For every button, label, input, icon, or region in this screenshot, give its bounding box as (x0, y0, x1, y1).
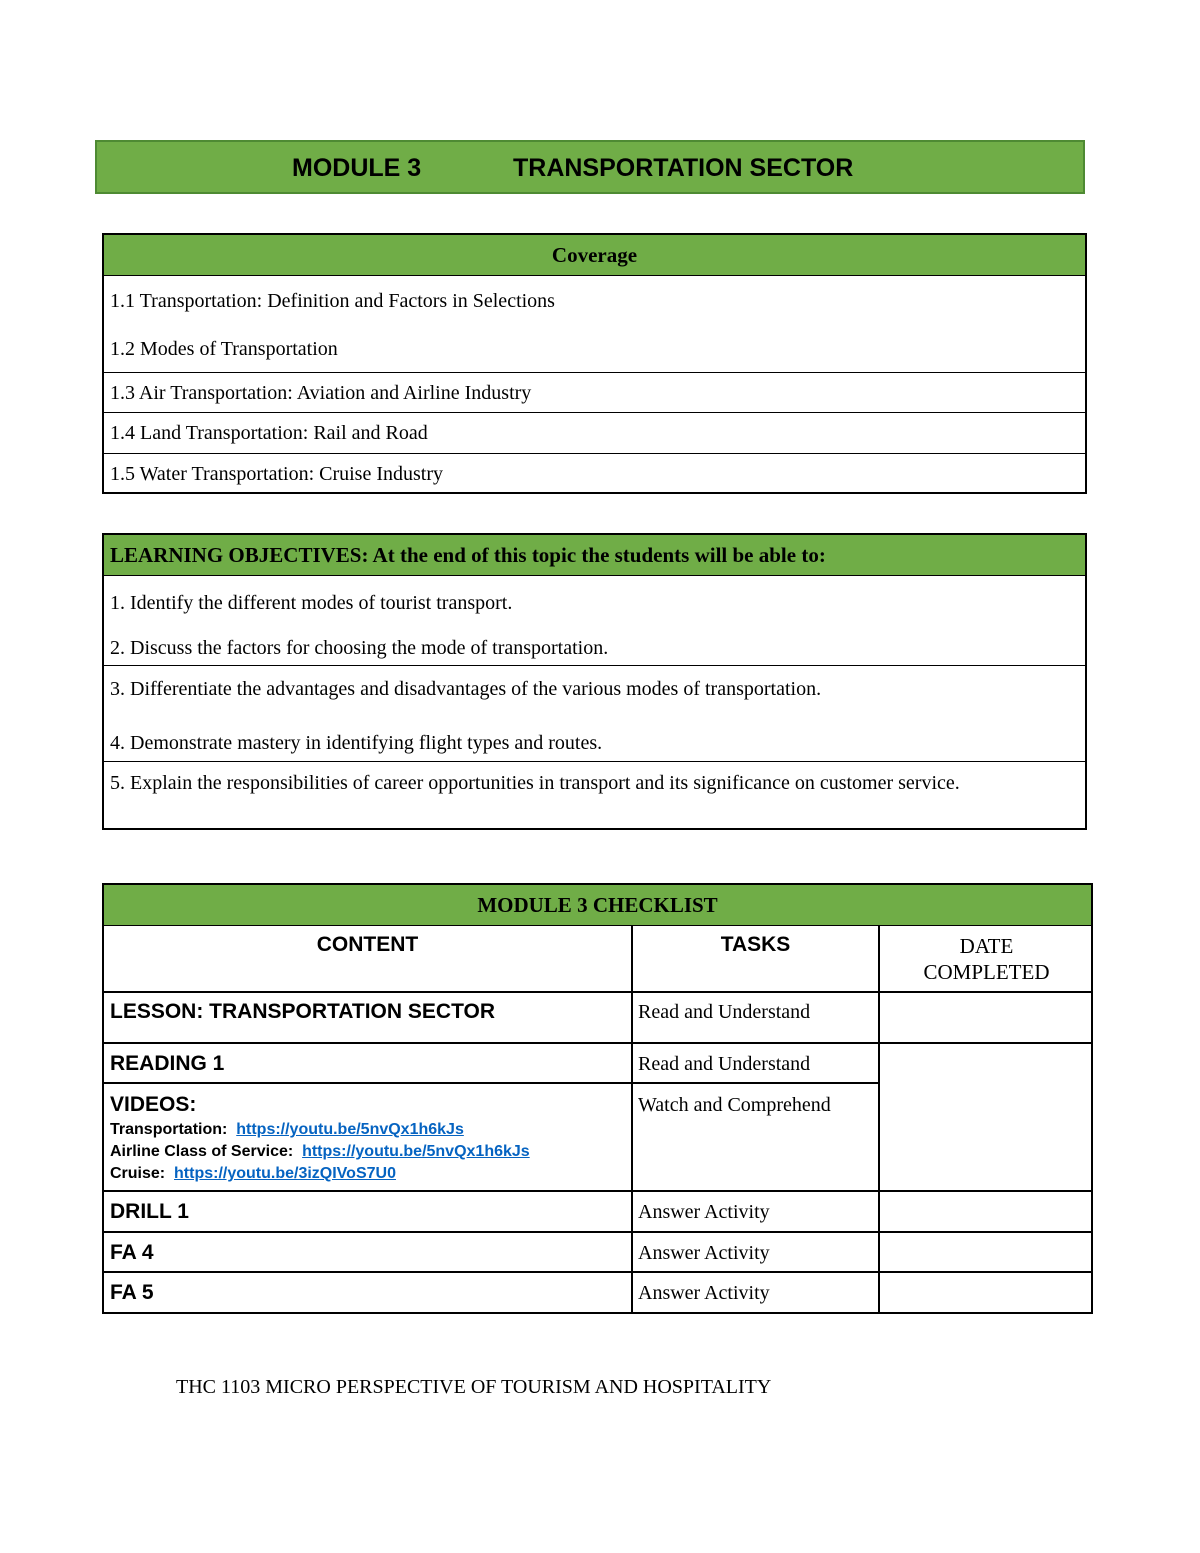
coverage-item: 1.5 Water Transportation: Cruise Industry (110, 463, 443, 485)
coverage-heading: Coverage (104, 235, 1085, 276)
objectives-row (104, 762, 1085, 830)
checklist-task: Answer Activity (638, 1201, 770, 1223)
video-link-item (110, 1119, 530, 1141)
coverage-item: 1.1 Transportation: Definition and Factors in Selections (110, 290, 555, 312)
checklist-content: DRILL 1 (110, 1200, 189, 1223)
coverage-row (104, 413, 1085, 454)
coverage-row (104, 276, 1085, 373)
page-footer: THC 1103 MICRO PERSPECTIVE OF TOURISM AND HOSPITALITY (176, 1376, 772, 1398)
video-label: Airline Class of Service: (110, 1143, 294, 1160)
column-header-tasks: TASKS (720, 933, 791, 956)
objective-item: 2. Discuss the factors for choosing the mode of transportation. (110, 637, 609, 659)
coverage-row (104, 373, 1085, 413)
column-header-content: CONTENT (316, 933, 419, 956)
row-divider (104, 1042, 1091, 1044)
column-header-date: DATE COMPLETED (923, 934, 1050, 984)
checklist-heading: MODULE 3 CHECKLIST (104, 885, 1091, 926)
row-divider (104, 1271, 1091, 1273)
coverage-table (102, 233, 1087, 494)
checklist-content: VIDEOS: (110, 1093, 197, 1116)
coverage-item: 1.2 Modes of Transportation (110, 338, 338, 360)
row-divider (104, 991, 1091, 993)
coverage-item: 1.4 Land Transportation: Rail and Road (110, 422, 428, 444)
objective-item: 3. Differentiate the advantages and disadvantages of the various modes of transportation. (110, 678, 822, 700)
video-link[interactable]: https://youtu.be/5nvQx1h6kJs (302, 1143, 530, 1160)
video-links (110, 1119, 530, 1185)
checklist-task: Answer Activity (638, 1282, 770, 1304)
module-banner (95, 140, 1085, 194)
video-link-item (110, 1141, 530, 1163)
video-link-item (110, 1163, 530, 1185)
column-divider (631, 925, 633, 1312)
checklist-content: FA 4 (110, 1241, 154, 1264)
checklist-content: FA 5 (110, 1281, 154, 1304)
objective-item: 4. Demonstrate mastery in identifying flight types and routes. (110, 732, 603, 754)
checklist-task: Read and Understand (638, 1001, 811, 1023)
objectives-table (102, 533, 1087, 830)
row-divider (104, 1231, 1091, 1233)
row-divider (104, 1190, 1091, 1192)
checklist-content: READING 1 (110, 1052, 225, 1075)
checklist-content: LESSON: TRANSPORTATION SECTOR (110, 1000, 496, 1023)
module-title: TRANSPORTATION SECTOR (513, 154, 854, 182)
objectives-row (104, 576, 1085, 666)
objective-item: 5. Explain the responsibilities of career opportunities in transport and its significance on customer service. (110, 772, 960, 794)
coverage-item: 1.3 Air Transportation: Aviation and Airline Industry (110, 382, 532, 404)
module-number: MODULE 3 (292, 154, 422, 182)
objective-item: 1. Identify the different modes of tourist transport. (110, 592, 513, 614)
video-link[interactable]: https://youtu.be/5nvQx1h6kJs (236, 1121, 464, 1138)
column-divider (878, 925, 880, 1312)
objectives-heading: LEARNING OBJECTIVES: At the end of this topic the students will be able to: (104, 535, 1085, 576)
objectives-row (104, 666, 1085, 762)
coverage-row (104, 454, 1085, 494)
video-label: Cruise: (110, 1165, 166, 1182)
checklist-task: Read and Understand (638, 1053, 811, 1075)
row-divider (104, 1082, 879, 1084)
video-link[interactable]: https://youtu.be/3izQIVoS7U0 (174, 1165, 396, 1182)
checklist-task: Answer Activity (638, 1242, 770, 1264)
checklist-task: Watch and Comprehend (638, 1094, 831, 1116)
checklist-table (102, 883, 1093, 1314)
video-label: Transportation: (110, 1121, 228, 1138)
